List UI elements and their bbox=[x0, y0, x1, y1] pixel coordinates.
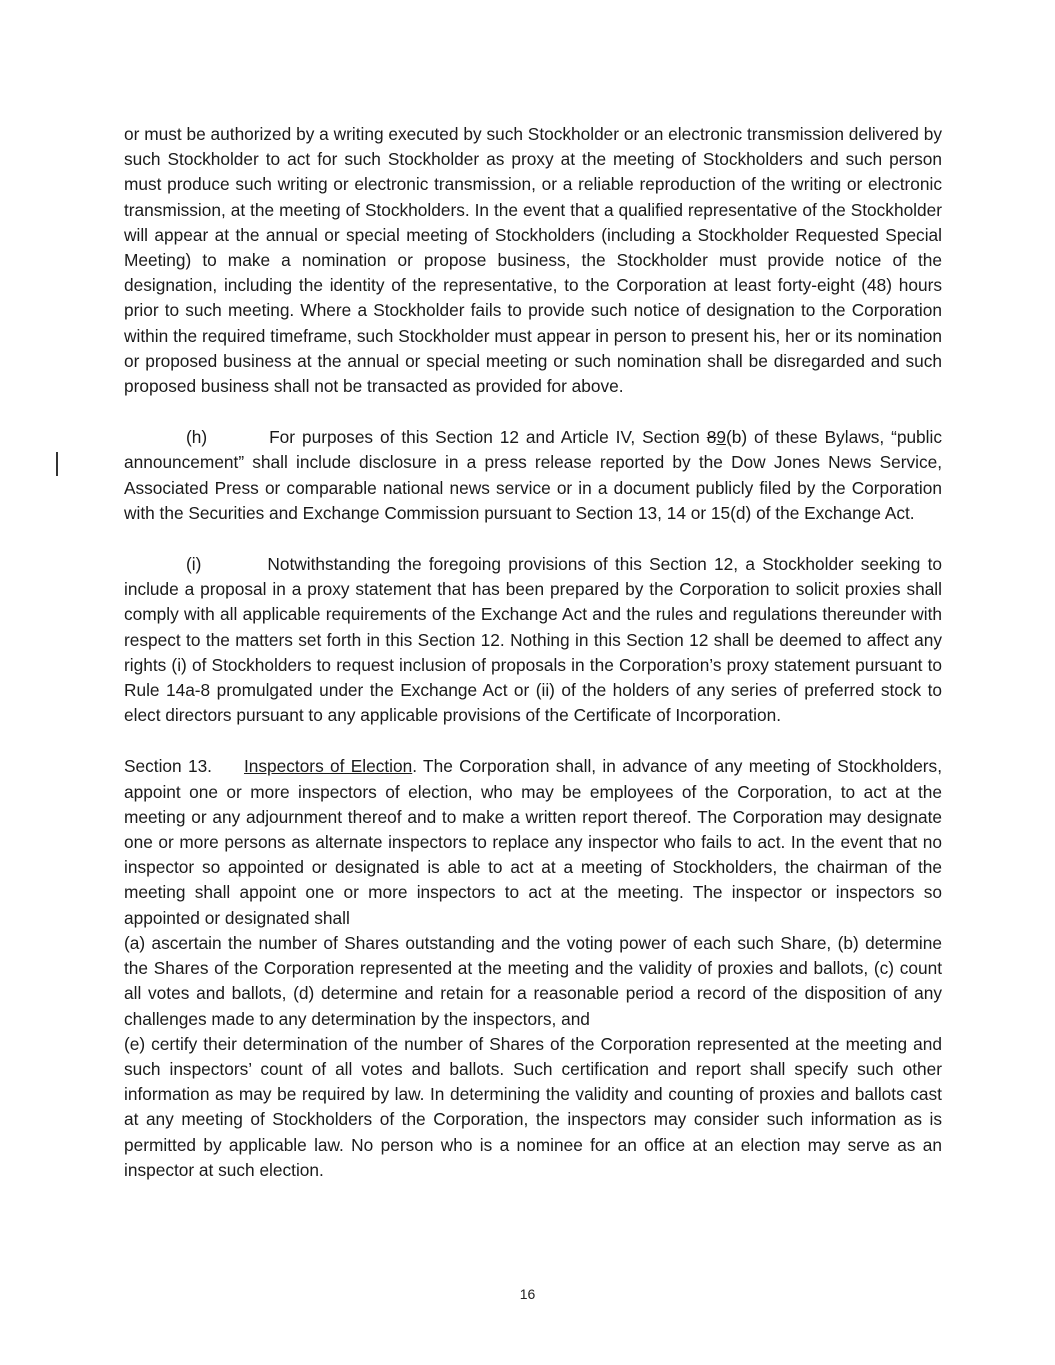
paragraph-h-text-after: (b) of these Bylaws, “public announcement” shall include disclosure in a press release reported by the Dow Jones News Service, Associated Press or comparable national news service or in a document publicly filed by the Corporation with the Securities and Exchange Commission pursuant to Section 13, 14 or 15(d) of the Exchange Act. bbox=[124, 427, 942, 523]
section-13-label: Section 13. bbox=[124, 756, 212, 777]
deleted-text: 8 bbox=[706, 427, 717, 448]
paragraph-h bbox=[124, 425, 942, 526]
page-number: 16 bbox=[519, 1286, 536, 1302]
inserted-text: 9 bbox=[716, 427, 726, 448]
section-13-intro-text: . The Corporation shall, in advance of any meeting of Stockholders, appoint one or more inspectors of election, who may be employees of the Corporation, to act at the meeting or any adjournment thereof and to make a written report thereof. The Corporation may designate one or more persons as alternate inspectors to replace any inspector who fails to act. In the event that no inspector so appointed or designated is able to act at a meeting of Stockholders, the chairman of the meeting shall appoint one or more inspectors to act at the meeting. The inspector or inspectors so appointed or designated shall bbox=[124, 756, 943, 928]
document-page bbox=[124, 122, 942, 1183]
paragraph-i bbox=[124, 552, 942, 728]
paragraph-h-text-before: For purposes of this Section 12 and Article IV, Section bbox=[269, 427, 707, 448]
paragraph-i-text: Notwithstanding the foregoing provisions of this Section 12, a Stockholder seeking to include a proposal in a proxy statement that has been prepared by the Corporation to solicit proxies shall comply with all applicable requirements of the Exchange Act and the rules and regulations thereunder with respect to the matters set forth in this Section 12. Nothing in this Section 12 shall be deemed to affect any rights (i) of Stockholders to request inclusion of proposals in the Corporation’s proxy statement pursuant to Rule 14a-8 promulgated under the Exchange Act or (ii) of the holders of any series of preferred stock to elect directors pursuant to any applicable provisions of the Certificate of Incorporation. bbox=[124, 554, 942, 726]
paragraph-continuation: or must be authorized by a writing executed by such Stockholder or an electronic transmission delivered by such Stockholder to act for such Stockholder as proxy at the meeting of Stockholders and such person must produce such writing or electronic transmission, or a reliable reproduction of the writing or electronic transmission, at the meeting of Stockholders. In the event that a qualified representative of the Stockholder will appear at the annual or special meeting of Stockholders (including a Stockholder Requested Special Meeting) to make a nomination or propose business, the Stockholder must provide notice of the designation, including the identity of the representative, to the Corporation at least forty-eight (48) hours prior to such meeting. Where a Stockholder fails to provide such notice of designation to the Corporation within the required timeframe, such Stockholder must appear in person to present his, her or its nomination or proposed business at the annual or special meeting or such nomination shall be disregarded and such proposed business shall not be transacted as provided for above. bbox=[124, 124, 942, 397]
paragraph-h-marker: (h) bbox=[186, 427, 208, 448]
section-13-item-e: (e) certify their determination of the number of Shares of the Corporation represented at the meeting and such inspectors’ count of all votes and ballots. Such certification and report shall specify such other information as may be required by law. In determining the validity and counting of proxies and ballots cast at any meeting of Stockholders of the Corporation, the inspectors may consider such information as is permitted by applicable law. No person who is a nominee for an office at an election may serve as an inspector at such election. bbox=[124, 1033, 942, 1180]
section-13-items-a-d: (a) ascertain the number of Shares outstanding and the voting power of each such Share, (b) determine the Shares of the Corporation represented at the meeting and the validity of proxies and ballots, (c) count all votes and ballots, (d) determine and retain for a reasonable period a record of the disposition of any challenges made to any determination by the inspectors, and bbox=[124, 932, 942, 1029]
revision-change-bar bbox=[56, 452, 58, 476]
paragraph-i-marker: (i) bbox=[186, 554, 202, 575]
section-13-intro bbox=[124, 754, 942, 930]
section-13-heading: Inspectors of Election bbox=[243, 756, 413, 777]
